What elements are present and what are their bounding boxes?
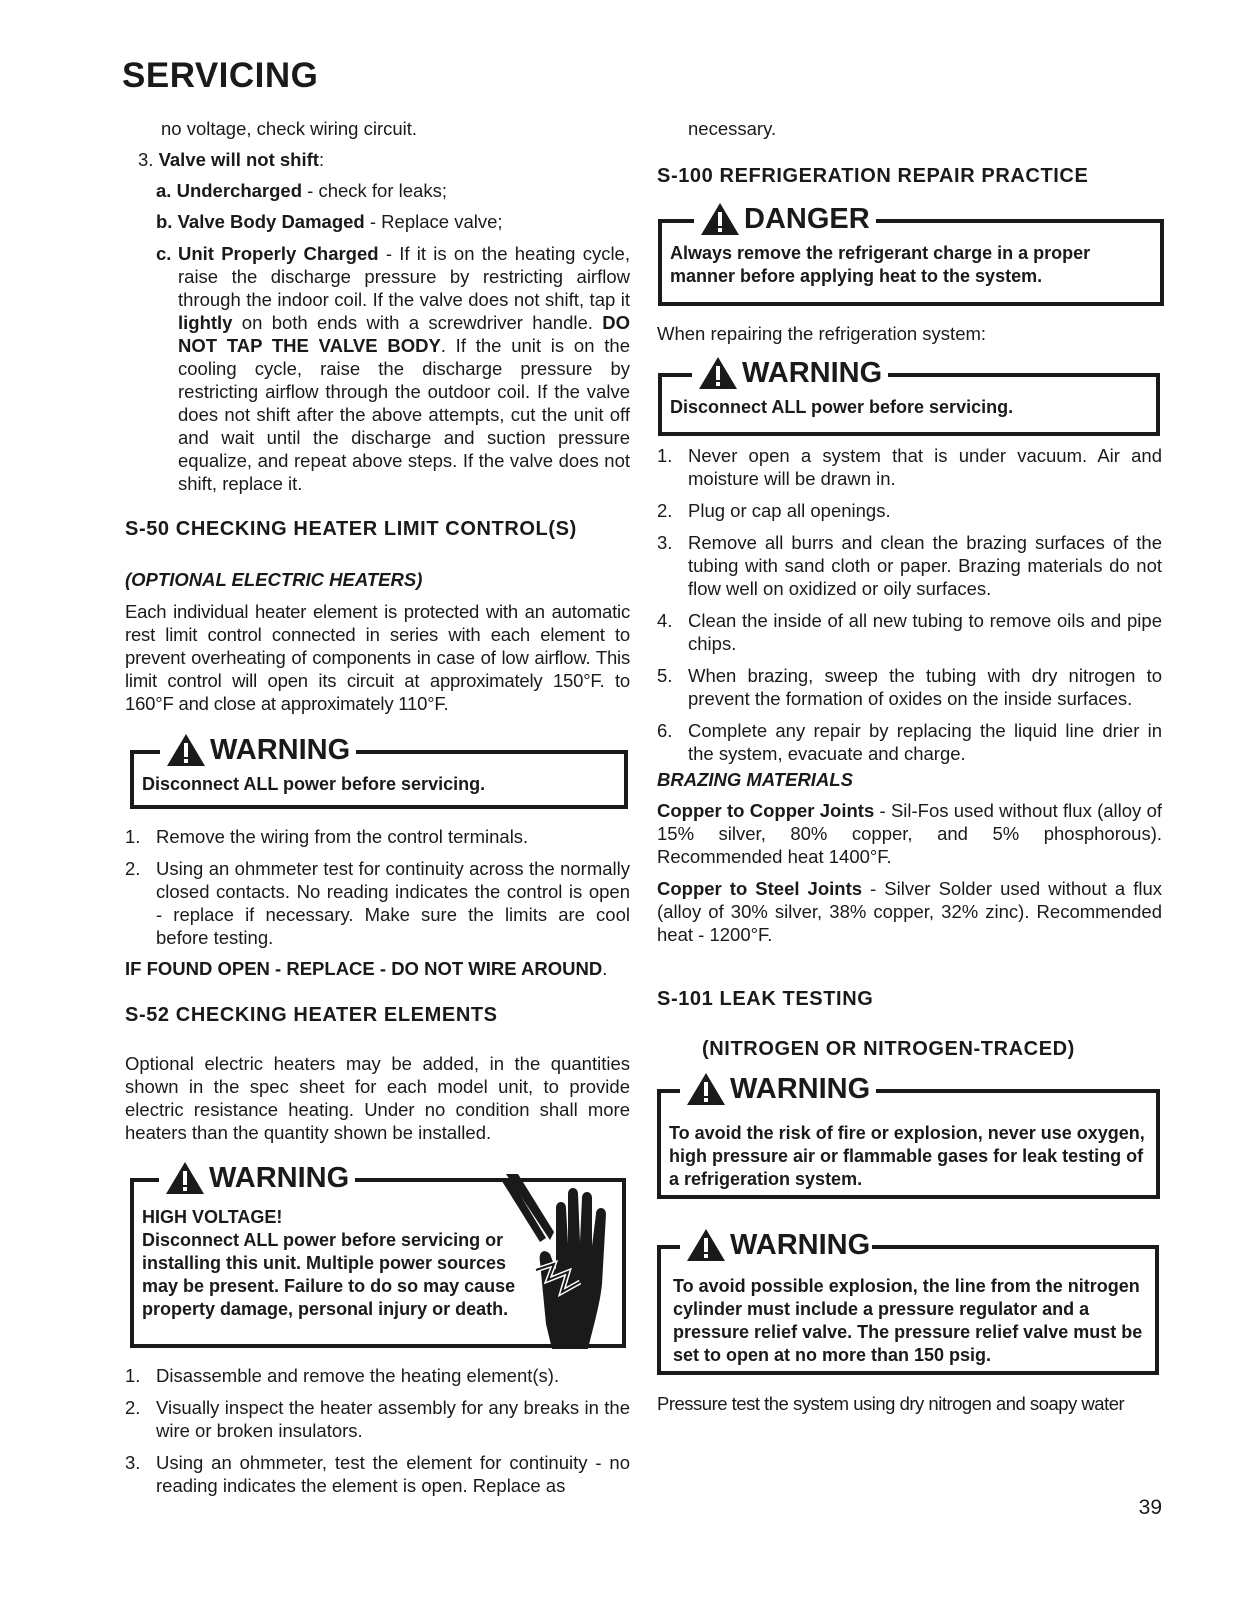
list-item	[125, 1396, 630, 1442]
list-number: 6.	[657, 720, 673, 741]
definition: - Silver Solder used without a flux (alloy of 30% silver, 38% copper, 32% zinc). Recommended heat - 1200°F.	[657, 878, 1163, 945]
term: Copper to Steel Joints	[657, 878, 863, 899]
divider	[897, 219, 947, 223]
list-number: 3.	[125, 1452, 141, 1473]
warning-box	[657, 1245, 1159, 1375]
warning-text: Disconnect ALL power before servicing or installing this unit. Multiple power sources may be present. Failure to do so may cause property damage, personal injury or death.	[142, 1230, 516, 1319]
list-item	[657, 719, 1162, 765]
emphasis: DO NOT TAP THE VALVE BODY	[178, 312, 630, 356]
section-subheading: BRAZING MATERIALS	[657, 769, 853, 790]
page-number: 39	[1138, 1496, 1162, 1519]
s50-steps	[125, 825, 630, 949]
list-text: Visually inspect the heater assembly for any breaks in the wire or broken insulators.	[156, 1397, 630, 1441]
warning-header	[680, 1072, 876, 1106]
warning-title: WARNING	[742, 357, 883, 389]
list-text: Clean the inside of all new tubing to remove oils and pipe chips.	[688, 610, 1162, 654]
paragraph: Each individual heater element is protected with an automatic rest limit control connected in series with each element to prevent overheating of components in case of low airflow. This limit control will open its circuit at approximately 150°F. to 160°F and close at approximately 110°F.	[125, 601, 630, 714]
list-number: 4.	[657, 610, 673, 631]
emphasis: lightly	[178, 312, 233, 333]
danger-header	[694, 202, 876, 236]
sub-item-a	[156, 179, 630, 202]
paragraph	[657, 799, 1162, 868]
warning-line: HIGH VOLTAGE!	[142, 1207, 283, 1227]
warning-header	[159, 1161, 355, 1195]
list-number: 3.	[138, 149, 154, 170]
list-item	[138, 148, 630, 171]
sub-body	[156, 242, 630, 495]
warning-text: Disconnect ALL power before servicing.	[670, 397, 1014, 417]
warning-header	[680, 1228, 876, 1262]
list-number: 2.	[657, 500, 673, 521]
list-number: 2.	[125, 1397, 141, 1418]
warning-title: WARNING	[209, 1162, 350, 1194]
warning-header	[160, 733, 356, 767]
warning-title: WARNING	[210, 734, 351, 766]
sub-text: - If it is on the heating cycle, raise the discharge pressure by restricting airflow through the indoor coil. If the valve does not shift, tap it	[178, 243, 630, 310]
danger-text: Always remove the refrigerant charge in a proper manner before applying heat to the system.	[670, 243, 1091, 286]
warning-box-high-voltage	[130, 1178, 626, 1348]
paragraph	[657, 877, 1162, 946]
warning-title: WARNING	[730, 1073, 871, 1105]
sub-title: Valve Body Damaged	[177, 211, 365, 232]
sub-letter: a.	[156, 180, 172, 201]
divider	[896, 373, 1160, 377]
section-subheading: (OPTIONAL ELECTRIC HEATERS)	[125, 569, 423, 590]
s100-steps	[657, 444, 1162, 765]
section-heading-s101: S-101 LEAK TESTING	[657, 988, 874, 1010]
list-number: 1.	[657, 445, 673, 466]
divider	[366, 1178, 484, 1182]
list-item	[125, 825, 630, 848]
intro-text: When repairing the refrigeration system:	[657, 323, 987, 344]
sub-title: Undercharged	[176, 180, 302, 201]
section-heading-s100: S-100 REFRIGERATION REPAIR PRACTICE	[657, 165, 1089, 187]
divider	[872, 1245, 1159, 1249]
list-text: Using an ohmmeter test for continuity across the normally closed contacts. No reading indicates the control is open - replace if necessary. Make sure the limits are cool before testing.	[156, 858, 630, 948]
list-number: 3.	[657, 532, 673, 553]
warning-body	[142, 1206, 534, 1321]
caution-line	[125, 957, 607, 980]
list-item	[657, 499, 1162, 522]
list-text: Complete any repair by replacing the liquid line drier in the system, evacuate and charge.	[688, 720, 1162, 764]
warning-text: To avoid possible explosion, the line from the nitrogen cylinder must include a pressure regulator and a pressure relief valve. The pressure relief valve must be set to open at no more than 150 psig.	[673, 1276, 1143, 1365]
sub-text: - check for leaks;	[302, 180, 447, 201]
colon: :	[318, 149, 325, 170]
list-number: 2.	[125, 858, 141, 879]
sub-item-c	[156, 242, 630, 495]
section-heading-s52: S-52 CHECKING HEATER ELEMENTS	[125, 1004, 498, 1026]
list-text: Using an ohmmeter, test the element for continuity - no reading indicates the element is open. Replace as	[156, 1452, 630, 1496]
warning-triangle-icon	[686, 1072, 726, 1106]
final-text: Pressure test the system using dry nitrogen and soapy water	[657, 1393, 1125, 1414]
warning-triangle-icon	[686, 1228, 726, 1262]
warning-text: Disconnect ALL power before servicing.	[142, 774, 486, 794]
list-item	[657, 664, 1162, 710]
list-text: Disassemble and remove the heating element(s).	[156, 1365, 560, 1386]
definition: - Sil-Fos used without flux (alloy of 15% silver, 80% copper, and 5% phosphorous). Recommended heat 1400°F.	[657, 800, 1162, 867]
sub-letter: b.	[156, 211, 173, 232]
sub-title: Unit Properly Charged	[178, 243, 379, 264]
list-item	[125, 857, 630, 949]
list-text: Remove the wiring from the control terminals.	[156, 826, 529, 847]
sub-letter: c.	[156, 243, 172, 264]
warning-text: To avoid the risk of fire or explosion, never use oxygen, high pressure air or flammable gases for leak testing of a refrigeration system.	[669, 1123, 1145, 1189]
sub-text: - Replace valve;	[364, 211, 503, 232]
list-item-title: Valve will not shift	[158, 149, 319, 170]
warning-title: WARNING	[730, 1229, 871, 1261]
list-item	[657, 444, 1162, 490]
list-number: 1.	[125, 826, 141, 847]
term: Copper to Copper Joints	[657, 800, 875, 821]
list-text: Remove all burrs and clean the brazing surfaces of the tubing with sand cloth or paper. Brazing materials do not flow well on oxidized or oily surfaces.	[688, 532, 1162, 599]
list-number: 5.	[657, 665, 673, 686]
danger-title: DANGER	[744, 203, 870, 235]
warning-triangle-icon	[166, 733, 206, 767]
sub-text: on both ends with a screwdriver handle.	[232, 312, 603, 333]
warning-triangle-icon	[165, 1161, 205, 1195]
section-heading-s50: S-50 CHECKING HEATER LIMIT CONTROL(S)	[125, 518, 577, 540]
divider	[886, 1089, 1160, 1093]
caution-text: IF FOUND OPEN - REPLACE - DO NOT WIRE AROUND	[125, 958, 603, 979]
continued-text: necessary.	[688, 118, 777, 139]
list-item	[657, 609, 1162, 655]
list-item	[657, 531, 1162, 600]
list-number: 1.	[125, 1365, 141, 1386]
warning-header	[692, 356, 888, 390]
s52-steps	[125, 1364, 630, 1497]
warning-triangle-icon	[700, 202, 740, 236]
sub-item-b	[156, 210, 630, 233]
list-text: Plug or cap all openings.	[688, 500, 891, 521]
divider	[368, 750, 628, 754]
list-text: Never open a system that is under vacuum. Air and moisture will be drawn in.	[688, 445, 1162, 489]
warning-triangle-icon	[698, 356, 738, 390]
sub-text: . If the unit is on the cooling cycle, raise the discharge pressure by restricting airflow through the outdoor coil. If the valve does not shift after the above attempts, cut the unit off and wait until the discharge and suction pressure equalize, and repeat above steps. If the valve does not shift, replace it.	[178, 335, 630, 494]
continued-text: no voltage, check wiring circuit.	[161, 118, 418, 139]
list-text: When brazing, sweep the tubing with dry nitrogen to prevent the formation of oxides on the inside surfaces.	[688, 665, 1162, 709]
section-subheading: (NITROGEN OR NITROGEN-TRACED)	[702, 1038, 1075, 1060]
shock-hand-icon	[496, 1174, 624, 1349]
list-item	[125, 1451, 630, 1497]
period: .	[602, 958, 608, 979]
paragraph: Optional electric heaters may be added, in the quantities shown in the spec sheet for each model unit, to provide electric resistance heating. Under no condition shall more heaters than the quantity shown be installed.	[125, 1053, 630, 1143]
page-title: SERVICING	[122, 56, 319, 95]
list-item	[125, 1364, 630, 1387]
